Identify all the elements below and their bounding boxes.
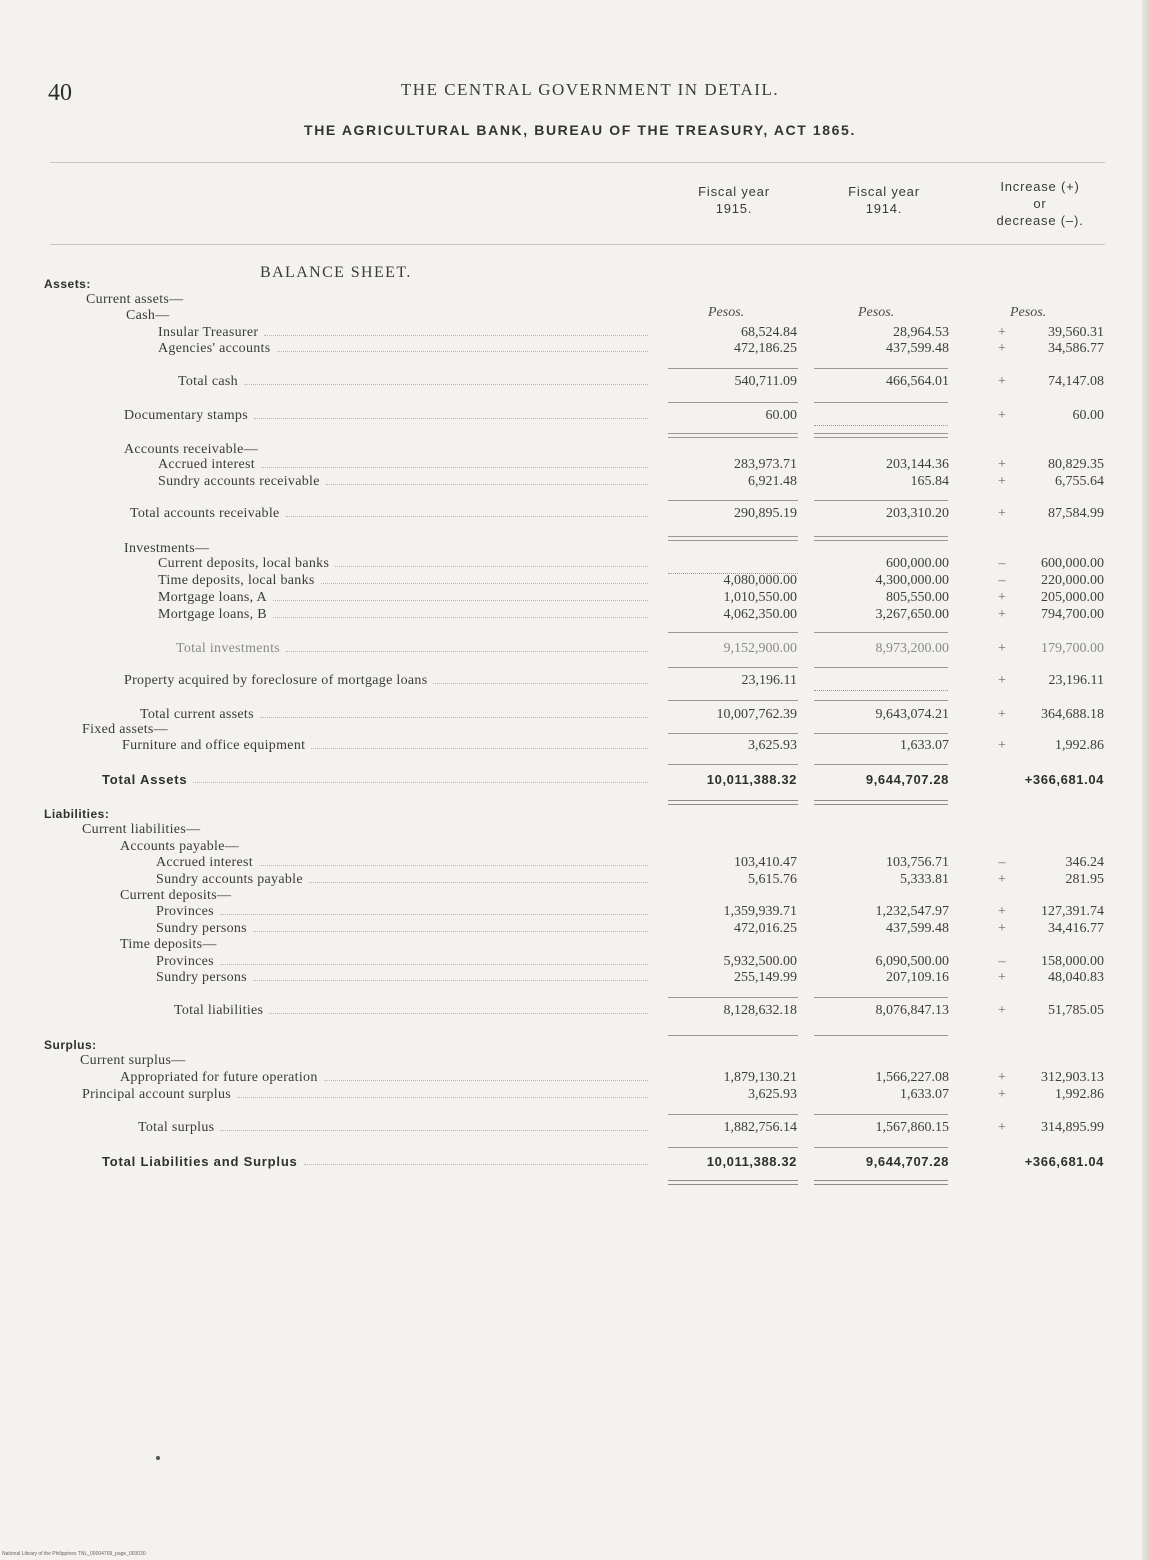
row-furniture <box>0 737 1150 754</box>
value-fy1914: 1,567,860.15 <box>875 1120 949 1135</box>
value-fy1914: 207,109.16 <box>886 970 949 985</box>
change-sign: + <box>998 904 1006 919</box>
change-sign: + <box>998 1070 1006 1085</box>
change-sign: + <box>998 325 1006 340</box>
row-current-deposits <box>0 887 1150 904</box>
dot-leader <box>304 1164 648 1165</box>
value-fy1914: 9,644,707.28 <box>865 1154 949 1169</box>
dot-leader <box>326 484 648 485</box>
row-label: Sundry accounts payable <box>156 872 303 887</box>
unit-label-fy1915: Pesos. <box>708 305 745 320</box>
subtotal-rule <box>814 733 948 734</box>
value-fy1915: 6,921.48 <box>748 474 797 489</box>
row-total-liabilities <box>0 1002 1150 1019</box>
row-label: Current deposits— <box>120 888 232 903</box>
value-fy1915: 1,879,130.21 <box>723 1070 797 1085</box>
value-change: 127,391.74 <box>1041 904 1104 919</box>
value-fy1915: 290,895.19 <box>734 506 797 521</box>
row-total-cash <box>0 373 1150 390</box>
value-change: 281.95 <box>1065 872 1104 887</box>
value-fy1914: 3,267,650.00 <box>875 607 949 622</box>
dot-leader <box>260 717 648 718</box>
dot-leader <box>311 748 648 749</box>
footer-note: National Library of the Philippines TNL_00004769_page_003030 <box>2 1551 146 1557</box>
value-fy1915: 1,359,939.71 <box>723 904 797 919</box>
value-fy1914: 4,300,000.00 <box>875 573 949 588</box>
dot-leader <box>259 865 648 866</box>
subtotal-rule <box>814 368 948 369</box>
total-double-rule <box>668 1180 798 1185</box>
section-title: BALANCE SHEET. <box>260 264 412 281</box>
subtotal-rule <box>668 433 798 434</box>
row-label: Total liabilities <box>174 1003 264 1018</box>
value-fy1914: 8,973,200.00 <box>875 641 949 656</box>
row-accounts-payable <box>0 838 1150 855</box>
value-fy1915: 23,196.11 <box>741 673 797 688</box>
value-fy1915: 10,011,388.32 <box>706 772 797 787</box>
row-label: Sundry persons <box>156 921 247 936</box>
row-sundry-receivable <box>0 473 1150 490</box>
row-total-liab-surplus <box>0 1153 1150 1170</box>
row-current-deposits-local <box>0 555 1150 572</box>
row-current-assets <box>0 291 1150 308</box>
row-label: Agencies' accounts <box>158 341 271 356</box>
row-label: Total accounts receivable <box>130 506 280 521</box>
subtotal-rule <box>668 402 798 403</box>
row-ap-accrued-interest <box>0 854 1150 871</box>
column-header-change: Increase (+) or decrease (–). <box>996 179 1084 228</box>
row-td-sundry-persons <box>0 969 1150 986</box>
value-change: +366,681.04 <box>1024 772 1104 787</box>
empty-cell-dots <box>814 425 948 426</box>
row-label: Total current assets <box>140 707 254 722</box>
change-sign: + <box>998 506 1006 521</box>
row-time-deposits-local <box>0 572 1150 589</box>
value-change: 1,992.86 <box>1055 1087 1104 1102</box>
row-cd-provinces <box>0 903 1150 920</box>
dot-leader <box>433 683 648 684</box>
value-fy1914: 6,090,500.00 <box>875 954 949 969</box>
row-current-liabilities <box>0 821 1150 838</box>
paper-speck <box>156 1456 160 1460</box>
row-label: Accrued interest <box>158 457 255 472</box>
dot-leader <box>324 1080 648 1081</box>
value-fy1914: 466,564.01 <box>886 374 949 389</box>
change-sign: + <box>998 590 1006 605</box>
value-fy1914: 437,599.48 <box>886 341 949 356</box>
value-fy1915: 4,062,350.00 <box>723 607 797 622</box>
dot-leader <box>261 467 648 468</box>
dot-leader <box>220 914 648 915</box>
dot-leader <box>273 600 648 601</box>
value-change: 158,000.00 <box>1041 954 1104 969</box>
row-fixed-assets <box>0 721 1150 738</box>
row-label: Total cash <box>178 374 238 389</box>
value-fy1914: 103,756.71 <box>886 855 949 870</box>
value-change: 60.00 <box>1072 408 1104 423</box>
change-sign: + <box>998 607 1006 622</box>
value-fy1914: 1,566,227.08 <box>875 1070 949 1085</box>
unit-label-change: Pesos. <box>1010 305 1047 320</box>
row-label: Mortgage loans, B <box>158 607 267 622</box>
value-fy1914: 1,232,547.97 <box>875 904 949 919</box>
value-fy1914: 1,633.07 <box>900 1087 949 1102</box>
dot-leader <box>277 351 648 352</box>
value-change: 600,000.00 <box>1041 556 1104 571</box>
value-change: 179,700.00 <box>1041 641 1104 656</box>
row-appropriated <box>0 1069 1150 1086</box>
value-fy1914: 600,000.00 <box>886 556 949 571</box>
change-sign: – <box>998 573 1006 588</box>
change-sign: + <box>998 872 1006 887</box>
change-sign: + <box>998 1087 1006 1102</box>
row-label: Investments— <box>124 541 210 556</box>
value-fy1915: 60.00 <box>765 408 797 423</box>
value-fy1915: 8,128,632.18 <box>723 1003 797 1018</box>
subtotal-rule <box>668 632 798 633</box>
dot-leader <box>237 1097 648 1098</box>
row-label: Accrued interest <box>156 855 253 870</box>
running-head: THE CENTRAL GOVERNMENT IN DETAIL. <box>400 80 780 99</box>
row-td-provinces <box>0 953 1150 970</box>
value-change: 23,196.11 <box>1048 673 1104 688</box>
value-change: 6,755.64 <box>1055 474 1104 489</box>
change-sign: + <box>998 474 1006 489</box>
value-fy1915: 5,615.76 <box>748 872 797 887</box>
row-label: Appropriated for future operation <box>120 1070 318 1085</box>
value-fy1915: 1,882,756.14 <box>723 1120 797 1135</box>
row-label: Total investments <box>176 641 281 656</box>
value-fy1915: 3,625.93 <box>748 1087 797 1102</box>
subtotal-rule <box>668 500 798 501</box>
subtotal-rule <box>814 1114 948 1115</box>
value-fy1915: 472,186.25 <box>734 341 797 356</box>
column-header-fy1914: Fiscal year 1914. <box>848 184 920 216</box>
value-change: 34,586.77 <box>1048 341 1104 356</box>
subtotal-rule <box>814 764 948 765</box>
dot-leader <box>286 516 648 517</box>
subtotal-rule <box>814 632 948 633</box>
value-fy1915: 103,410.47 <box>734 855 797 870</box>
row-label: Accounts receivable— <box>124 442 258 457</box>
total-double-rule <box>668 800 798 805</box>
subtotal-rule <box>814 997 948 998</box>
change-sign: + <box>998 408 1006 423</box>
value-change: 346.24 <box>1065 855 1104 870</box>
value-fy1915: 283,973.71 <box>734 457 797 472</box>
subtotal-rule <box>814 540 948 541</box>
value-fy1915: 472,016.25 <box>734 921 797 936</box>
row-insular-treasurer <box>0 324 1150 341</box>
value-fy1914: 9,644,707.28 <box>865 772 949 787</box>
value-change: 794,700.00 <box>1041 607 1104 622</box>
row-label: Provinces <box>156 904 214 919</box>
unit-label-fy1914: Pesos. <box>858 305 895 320</box>
subtotal-rule <box>668 997 798 998</box>
row-label: Liabilities: <box>44 807 110 821</box>
table-title: THE AGRICULTURAL BANK, BUREAU OF THE TREASURY, ACT 1865. <box>304 122 856 138</box>
row-label: Fixed assets— <box>82 722 168 737</box>
header-bottom-rule <box>50 244 1105 245</box>
change-sign: + <box>998 738 1006 753</box>
row-label: Current surplus— <box>80 1053 186 1068</box>
value-fy1915: 255,149.99 <box>734 970 797 985</box>
row-label: Furniture and office equipment <box>122 738 306 753</box>
value-change: 364,688.18 <box>1041 707 1104 722</box>
value-fy1915: 9,152,900.00 <box>723 641 797 656</box>
row-label: Total surplus <box>138 1120 215 1135</box>
subtotal-rule <box>668 1035 798 1036</box>
change-sign: – <box>998 855 1006 870</box>
change-sign: – <box>998 556 1006 571</box>
change-sign: + <box>998 341 1006 356</box>
row-agencies-accounts <box>0 340 1150 357</box>
value-change: 39,560.31 <box>1048 325 1104 340</box>
value-change: 220,000.00 <box>1041 573 1104 588</box>
subtotal-rule <box>668 368 798 369</box>
row-label: Accounts payable— <box>120 839 240 854</box>
subtotal-rule <box>668 700 798 701</box>
row-label: Provinces <box>156 954 214 969</box>
subtotal-rule <box>668 1114 798 1115</box>
dot-leader <box>254 418 648 419</box>
dot-leader <box>269 1013 648 1014</box>
value-fy1914: 805,550.00 <box>886 590 949 605</box>
dot-leader <box>220 1130 648 1131</box>
row-label: Mortgage loans, A <box>158 590 267 605</box>
row-cash <box>0 307 1150 324</box>
change-sign: + <box>998 641 1006 656</box>
row-label: Cash— <box>126 308 170 323</box>
row-label: Sundry persons <box>156 970 247 985</box>
subtotal-rule <box>668 764 798 765</box>
value-fy1915: 3,625.93 <box>748 738 797 753</box>
row-principal-surplus <box>0 1086 1150 1103</box>
subtotal-rule <box>814 1147 948 1148</box>
value-change: 312,903.13 <box>1041 1070 1104 1085</box>
row-property-foreclosure <box>0 672 1150 689</box>
dot-leader <box>253 980 648 981</box>
value-fy1915: 4,080,000.00 <box>723 573 797 588</box>
subtotal-rule <box>814 437 948 438</box>
row-label: Time deposits— <box>120 937 217 952</box>
dot-leader <box>309 882 648 883</box>
dot-leader <box>335 566 648 567</box>
value-fy1915: 10,011,388.32 <box>706 1154 797 1169</box>
row-documentary-stamps <box>0 407 1150 424</box>
row-label: Documentary stamps <box>124 408 248 423</box>
row-label: Current assets— <box>86 292 184 307</box>
dot-leader <box>321 583 648 584</box>
row-label: Current liabilities— <box>82 822 201 837</box>
row-cd-sundry-persons <box>0 920 1150 937</box>
value-fy1915: 1,010,550.00 <box>723 590 797 605</box>
subtotal-rule <box>668 667 798 668</box>
change-sign: – <box>998 954 1006 969</box>
subtotal-rule <box>814 536 948 537</box>
row-label: Insular Treasurer <box>158 325 259 340</box>
value-fy1914: 165.84 <box>910 474 949 489</box>
value-fy1914: 437,599.48 <box>886 921 949 936</box>
change-sign: + <box>998 673 1006 688</box>
subtotal-rule <box>668 733 798 734</box>
row-total-surplus <box>0 1119 1150 1136</box>
subtotal-rule <box>814 433 948 434</box>
change-sign: + <box>998 707 1006 722</box>
change-sign: + <box>998 1120 1006 1135</box>
page-number: 40 <box>48 80 72 106</box>
subtotal-rule <box>814 500 948 501</box>
value-fy1915: 68,524.84 <box>741 325 797 340</box>
value-change: 74,147.08 <box>1048 374 1104 389</box>
dot-leader <box>220 964 648 965</box>
subtotal-rule <box>668 540 798 541</box>
subtotal-rule <box>814 700 948 701</box>
row-total-assets <box>0 771 1150 788</box>
value-change: 1,992.86 <box>1055 738 1104 753</box>
change-sign: + <box>998 921 1006 936</box>
value-change: 80,829.35 <box>1048 457 1104 472</box>
dot-leader <box>273 617 648 618</box>
row-total-receivable <box>0 505 1150 522</box>
value-fy1915: 10,007,762.39 <box>716 707 797 722</box>
change-sign: + <box>998 970 1006 985</box>
value-fy1914: 8,076,847.13 <box>875 1003 949 1018</box>
value-change: 34,416.77 <box>1048 921 1104 936</box>
row-label: Property acquired by foreclosure of mortgage loans <box>124 673 428 688</box>
value-change: 51,785.05 <box>1048 1003 1104 1018</box>
column-header-fy1915: Fiscal year 1915. <box>698 184 770 216</box>
row-label: Sundry accounts receivable <box>158 474 320 489</box>
value-fy1914: 9,643,074.21 <box>875 707 949 722</box>
change-sign: + <box>998 457 1006 472</box>
value-fy1915: 5,932,500.00 <box>723 954 797 969</box>
row-time-deposits <box>0 936 1150 953</box>
change-sign: + <box>998 374 1006 389</box>
change-sign: + <box>998 1003 1006 1018</box>
row-sundry-payable <box>0 871 1150 888</box>
row-label: Current deposits, local banks <box>158 556 330 571</box>
row-mortgage-a <box>0 589 1150 606</box>
header-top-rule <box>50 162 1105 163</box>
row-ar-accrued-interest <box>0 456 1150 473</box>
subtotal-rule <box>814 667 948 668</box>
total-double-rule <box>814 1180 948 1185</box>
value-change: 48,040.83 <box>1048 970 1104 985</box>
row-total-investments <box>0 640 1150 657</box>
value-fy1914: 203,144.36 <box>886 457 949 472</box>
empty-cell-dots <box>814 690 948 691</box>
subtotal-rule <box>668 437 798 438</box>
row-label: Surplus: <box>44 1038 97 1052</box>
value-change: +366,681.04 <box>1024 1154 1104 1169</box>
total-double-rule <box>814 800 948 805</box>
value-change: 205,000.00 <box>1041 590 1104 605</box>
value-fy1914: 28,964.53 <box>893 325 949 340</box>
dot-leader <box>193 782 648 783</box>
value-fy1914: 5,333.81 <box>900 872 949 887</box>
dot-leader <box>286 651 648 652</box>
row-label: Time deposits, local banks <box>158 573 315 588</box>
value-change: 87,584.99 <box>1048 506 1104 521</box>
row-mortgage-b <box>0 606 1150 623</box>
row-label: Total Liabilities and Surplus <box>102 1154 298 1169</box>
subtotal-rule <box>668 1147 798 1148</box>
value-fy1915: 540,711.09 <box>734 374 797 389</box>
dot-leader <box>244 384 648 385</box>
dot-leader <box>264 335 648 336</box>
value-fy1914: 203,310.20 <box>886 506 949 521</box>
value-fy1914: 1,633.07 <box>900 738 949 753</box>
empty-cell-dots <box>668 573 798 574</box>
dot-leader <box>253 931 648 932</box>
row-current-surplus <box>0 1052 1150 1069</box>
row-label: Assets: <box>44 277 91 291</box>
row-label: Principal account surplus <box>82 1087 232 1102</box>
subtotal-rule <box>668 536 798 537</box>
row-label: Total Assets <box>102 772 188 787</box>
subtotal-rule <box>814 1035 948 1036</box>
subtotal-rule <box>814 402 948 403</box>
value-change: 314,895.99 <box>1041 1120 1104 1135</box>
